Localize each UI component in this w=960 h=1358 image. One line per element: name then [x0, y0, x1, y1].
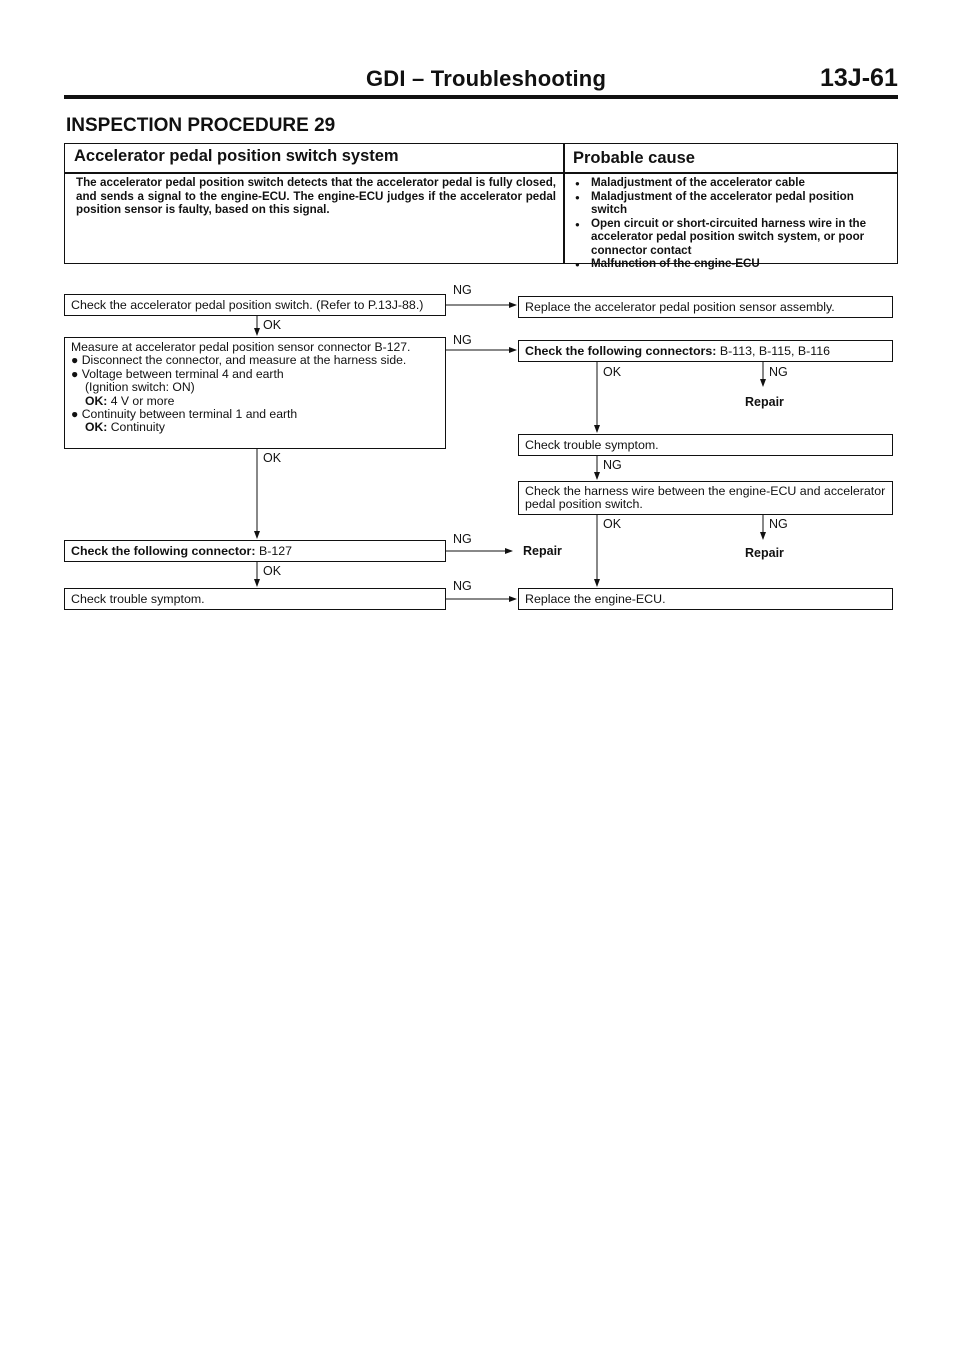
- ng-label: NG: [453, 532, 472, 546]
- procedure-title: INSPECTION PROCEDURE 29: [66, 115, 336, 136]
- measure-ok-criterion: OK: 4 V or more: [85, 393, 175, 408]
- flow-step-check-harness-wire: Check the harness wire between the engine-ECU and accelerator pedal position switch.: [518, 481, 893, 515]
- system-description: The accelerator pedal position switch detects that the accelerator pedal is fully closed, and sends a signal to the engine-ECU. The engine-ECU judges if the accelerator pedal position sensor is faulty, based on this signal.: [76, 176, 556, 216]
- repair-label: Repair: [745, 546, 784, 560]
- measure-instruction: Measure at accelerator pedal position sensor connector B-127.: [71, 340, 411, 354]
- cause-item: ● Malfunction of the engine-ECU: [575, 257, 893, 271]
- flow-result-replace-ecu: Replace the engine-ECU.: [518, 588, 893, 610]
- measure-ok-criterion: OK: Continuity: [85, 420, 165, 435]
- cause-item: ● Maladjustment of the accelerator pedal position switch: [575, 190, 893, 217]
- cause-item: ● Maladjustment of the accelerator cable: [575, 176, 893, 190]
- measure-bullet: ● Continuity between terminal 1 and earth: [71, 407, 298, 422]
- ng-label: NG: [603, 458, 622, 472]
- cause-item: ● Open circuit or short-circuited harness wire in the accelerator pedal position switch system, or poor connector contact: [575, 217, 893, 258]
- table-header-system: Accelerator pedal position switch system: [74, 147, 399, 165]
- measure-condition: (Ignition switch: ON): [85, 380, 195, 395]
- page-number: 13J-61: [820, 64, 898, 92]
- ng-label: NG: [453, 333, 472, 347]
- ng-label: NG: [453, 283, 472, 297]
- flow-step-check-connectors: Check the following connectors: B-113, B-115, B-116: [518, 340, 893, 362]
- flow-result-replace-sensor: Replace the accelerator pedal position sensor assembly.: [518, 296, 893, 318]
- flow-step-check-switch: Check the accelerator pedal position switch. (Refer to P.13J-88.): [64, 294, 446, 316]
- ok-label: OK: [263, 318, 282, 332]
- flow-step-check-trouble-symptom: Check trouble symptom.: [64, 588, 446, 610]
- page-header-title: GDI – Troubleshooting: [366, 66, 607, 91]
- ok-label: OK: [263, 564, 282, 578]
- ok-label: OK: [603, 365, 622, 379]
- flow-step-measure-connector: [64, 337, 446, 449]
- measure-bullet: ● Disconnect the connector, and measure at the harness side.: [71, 353, 407, 368]
- flow-step-check-trouble-symptom-right: Check trouble symptom.: [518, 434, 893, 456]
- ng-label: NG: [769, 365, 788, 379]
- flow-step-check-connector-b127: Check the following connector: B-127: [64, 540, 446, 562]
- repair-label: Repair: [745, 395, 784, 409]
- table-header-probable-cause: Probable cause: [573, 149, 695, 167]
- ok-label: OK: [263, 451, 282, 465]
- ok-label: OK: [603, 517, 622, 531]
- ng-label: NG: [769, 517, 788, 531]
- ng-label: NG: [453, 579, 472, 593]
- repair-label: Repair: [523, 544, 562, 558]
- measure-bullet: ● Voltage between terminal 4 and earth: [71, 366, 284, 381]
